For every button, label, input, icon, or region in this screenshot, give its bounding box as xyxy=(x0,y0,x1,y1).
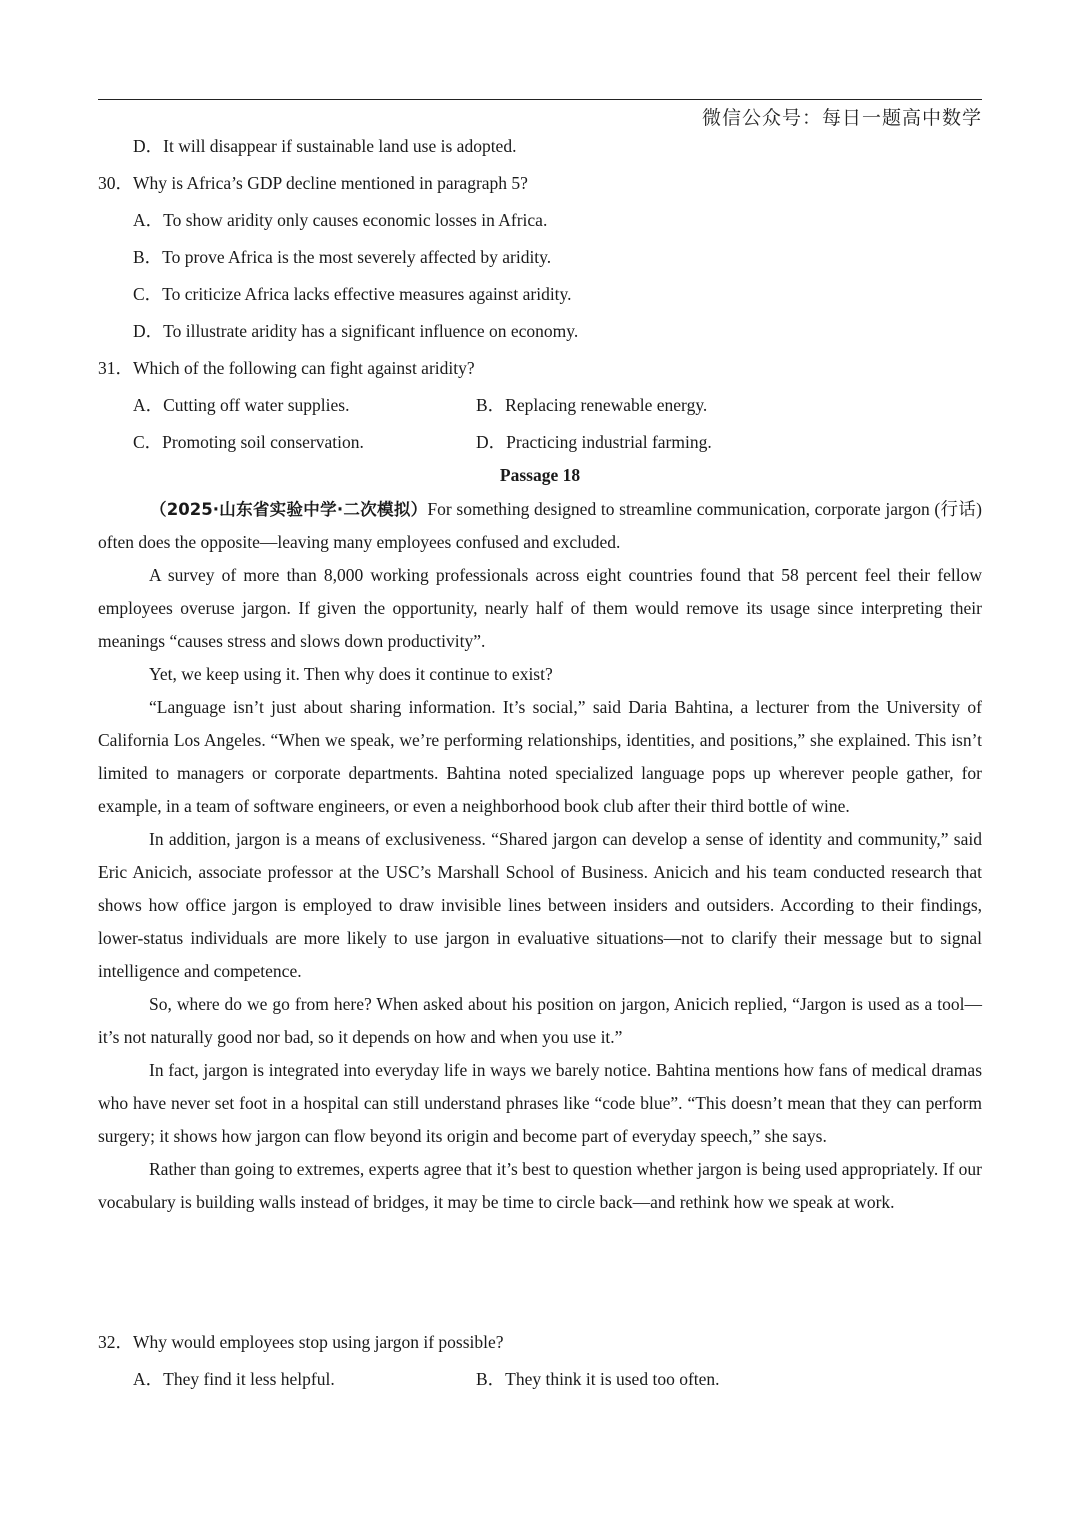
q30-option-c: C．To criticize Africa lacks effective measures against aridity. xyxy=(133,284,572,304)
q31-option-b: B．Replacing renewable energy. xyxy=(476,395,708,415)
q30-option-a: A．To show aridity only causes economic losses in Africa. xyxy=(133,210,548,230)
q30-option-b: B．To prove Africa is the most severely affected by aridity. xyxy=(133,247,552,267)
paragraph-5: In addition, jargon is a means of exclusiveness. “Shared jargon can develop a sense of identity and community,” said Eric Anicich, associate professor at the USC’s Marshall School of Business. Anicich and his team conducted research that shows how office jargon is employed to draw invisible lines between insiders and outsiders. According to their findings, lower-status individuals are more likely to use jargon in evaluative situations—not to clarify their message but to signal intelligence and competence. xyxy=(98,829,982,981)
q31-option-d: D．Practicing industrial farming. xyxy=(476,432,712,452)
passage-title: Passage 18 xyxy=(499,465,581,485)
passage-source: （2025·山东省实验中学·二次模拟） xyxy=(150,500,428,519)
q30-option-d: D．To illustrate aridity has a significant influence on economy. xyxy=(133,321,579,341)
q31-option-c: C．Promoting soil conservation. xyxy=(133,432,364,452)
header-wechat-label: 微信公众号：每日一题高中数学 xyxy=(701,107,982,129)
q32-stem: 32．Why would employees stop using jargon if possible? xyxy=(98,1332,504,1352)
q32-option-a: A．They find it less helpful. xyxy=(133,1369,335,1389)
q29-option-d: D．It will disappear if sustainable land use is adopted. xyxy=(133,136,517,156)
q32-option-b: B．They think it is used too often. xyxy=(476,1369,720,1389)
paragraph-6: So, where do we go from here? When asked about his position on jargon, Anicich replied, “Jargon is used as a tool—it’s not naturally good nor bad, so it depends on how and when you use it.” xyxy=(98,994,982,1047)
passage-body xyxy=(98,493,982,1219)
paragraph-7: In fact, jargon is integrated into everyday life in ways we barely notice. Bahtina mentions how fans of medical dramas who have never set foot in a hospital can still understand phrases like “code blue”. “This doesn’t mean that they can perform surgery; it shows how jargon can flow beyond its origin and become part of everyday speech,” she says. xyxy=(98,1060,982,1146)
paragraph-4: “Language isn’t just about sharing information. It’s social,” said Daria Bahtina, a lecturer from the University of California Los Angeles. “When we speak, we’re performing relationships, identities, and positions,” she explained. This isn’t limited to managers or corporate departments. Bahtina noted specialized language pops up wherever people gather, for example, in a team of software engineers, or even a neighborhood book club after their third bottle of wine. xyxy=(98,697,982,816)
paragraph-1: （2025·山东省实验中学·二次模拟）For something designed to streamline communication, corporate jargon (行话) often does the opposite—leaving many employees confused and excluded. xyxy=(98,499,982,552)
header-rule xyxy=(98,99,982,100)
q30-stem: 30．Why is Africa’s GDP decline mentioned in paragraph 5? xyxy=(98,173,528,193)
paragraph-2: A survey of more than 8,000 working professionals across eight countries found that 58 percent feel their fellow employees overuse jargon. If given the opportunity, nearly half of them would remove its usage since interpreting their meanings “causes stress and slows down productivity”. xyxy=(98,565,982,651)
paragraph-3: Yet, we keep using it. Then why does it continue to exist? xyxy=(149,664,553,684)
q31-stem: 31．Which of the following can fight against aridity? xyxy=(98,358,475,378)
q31-option-a: A．Cutting off water supplies. xyxy=(133,395,350,415)
paragraph-8: Rather than going to extremes, experts agree that it’s best to question whether jargon is being used appropriately. If our vocabulary is building walls instead of bridges, it may be time to circle back—and rethink how we speak at work. xyxy=(98,1159,982,1212)
